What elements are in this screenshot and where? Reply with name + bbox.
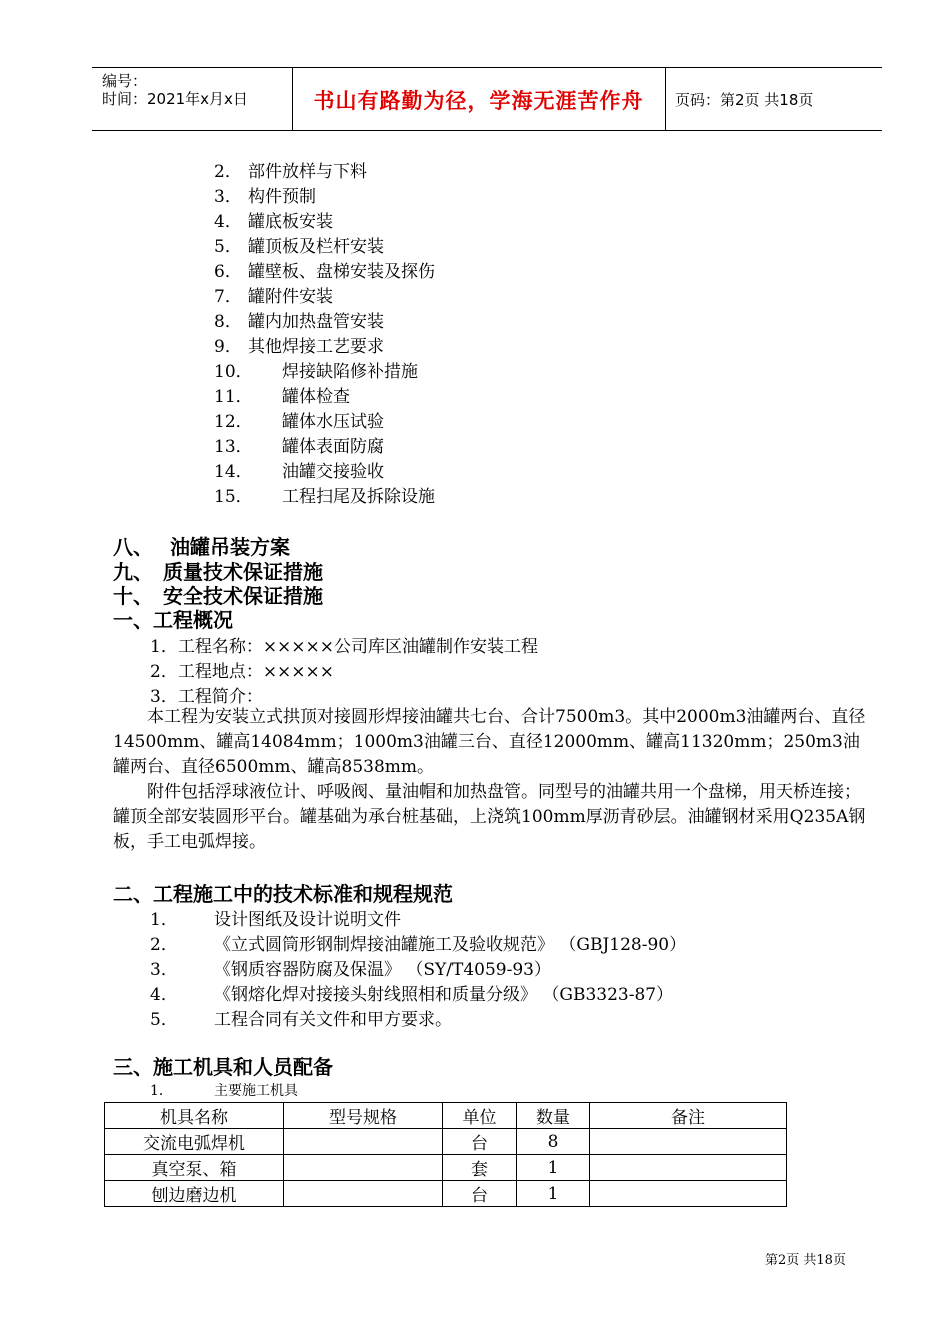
standard-num: 2． bbox=[150, 935, 178, 955]
table-cell: 1 bbox=[517, 1181, 590, 1207]
section-title: 二、工程施工中的技术标准和规程规范 bbox=[113, 882, 453, 906]
table-row bbox=[105, 1129, 787, 1155]
table-row bbox=[105, 1155, 787, 1181]
page-number-label: 页码：第2页 共18页 bbox=[675, 91, 814, 109]
standard-num: 5． bbox=[150, 1010, 178, 1030]
table-header: 数量 bbox=[517, 1103, 590, 1129]
standard-num: 3． bbox=[150, 960, 178, 980]
toc-text: 罐体水压试验 bbox=[282, 412, 384, 432]
toc-text: 构件预制 bbox=[248, 187, 316, 207]
toc-num: 13． bbox=[214, 437, 253, 457]
chapter-title: 油罐吊装方案 bbox=[170, 535, 290, 559]
toc-num: 10． bbox=[214, 362, 253, 382]
chapter-title: 安全技术保证措施 bbox=[163, 584, 323, 608]
toc-text: 油罐交接验收 bbox=[282, 462, 384, 482]
toc-num: 6． bbox=[214, 262, 242, 282]
toc-num: 3． bbox=[214, 187, 242, 207]
table-cell: 1 bbox=[517, 1155, 590, 1181]
standard-num: 1． bbox=[150, 910, 178, 930]
header-left-cell bbox=[92, 68, 293, 130]
code-label: 编号： bbox=[102, 72, 148, 90]
table-cell bbox=[590, 1181, 787, 1207]
toc-num: 9． bbox=[214, 337, 242, 357]
project-name: 1．工程名称：×××××公司库区油罐制作安装工程 bbox=[150, 637, 539, 657]
toc-num: 8． bbox=[214, 312, 242, 332]
table-cell: 台 bbox=[443, 1181, 517, 1207]
table-header: 型号规格 bbox=[284, 1103, 443, 1129]
page-header bbox=[92, 67, 882, 131]
header-motto-cell bbox=[292, 68, 666, 130]
subsection-title: 主要施工机具 bbox=[214, 1083, 298, 1099]
chapter-num: 九、 bbox=[113, 560, 153, 584]
project-location: 2．工程地点：××××× bbox=[150, 662, 335, 682]
toc-num: 12． bbox=[214, 412, 253, 432]
table-cell: 套 bbox=[443, 1155, 517, 1181]
page-footer: 第2页 共18页 bbox=[765, 1253, 846, 1268]
table-row bbox=[105, 1181, 787, 1207]
subsection-num: 1． bbox=[150, 1083, 173, 1099]
toc-num: 2． bbox=[214, 162, 242, 182]
equipment-table bbox=[104, 1102, 787, 1207]
toc-text: 其他焊接工艺要求 bbox=[248, 337, 384, 357]
time-label: 时间：2021年x月x日 bbox=[102, 90, 248, 108]
toc-text: 工程扫尾及拆除设施 bbox=[282, 487, 435, 507]
section-title: 一、工程概况 bbox=[113, 608, 233, 632]
header-right-cell bbox=[665, 68, 882, 130]
table-cell: 交流电弧焊机 bbox=[105, 1129, 284, 1155]
toc-text: 罐内加热盘管安装 bbox=[248, 312, 384, 332]
table-header: 机具名称 bbox=[105, 1103, 284, 1129]
toc-text: 部件放样与下料 bbox=[248, 162, 367, 182]
intro-paragraph-1: 本工程为安装立式拱顶对接圆形焊接油罐共七台、合计7500m3。其中2000m3油罐两台、直径14500mm、罐高14084mm；1000m3油罐三台、直径12000mm、罐高11320mm；250m3油罐两台、直径6500mm、罐高8538mm。 bbox=[113, 707, 866, 777]
table-cell bbox=[590, 1155, 787, 1181]
section-title: 三、施工机具和人员配备 bbox=[113, 1055, 333, 1079]
chapter-num: 八、 bbox=[113, 535, 153, 559]
table-cell bbox=[284, 1181, 443, 1207]
intro-paragraph-2: 附件包括浮球液位计、呼吸阀、量油帽和加热盘管。同型号的油罐共用一个盘梯，用天桥连接；罐顶全部安装圆形平台。罐基础为承台桩基础，上浇筑100mm厚沥青砂层。油罐钢材采用Q235A钢板，手工电弧焊接。 bbox=[113, 782, 866, 852]
toc-text: 罐壁板、盘梯安装及探伤 bbox=[248, 262, 435, 282]
project-intro-para bbox=[113, 705, 873, 855]
toc-num: 5． bbox=[214, 237, 242, 257]
chapter-num: 十、 bbox=[113, 584, 153, 608]
table-header: 备注 bbox=[590, 1103, 787, 1129]
chapter-title: 质量技术保证措施 bbox=[163, 560, 323, 584]
standard-text: 《钢质容器防腐及保温》 （SY/T4059-93） bbox=[214, 960, 551, 980]
standard-text: 工程合同有关文件和甲方要求。 bbox=[214, 1010, 452, 1030]
table-cell bbox=[284, 1155, 443, 1181]
toc-text: 罐顶板及栏杆安装 bbox=[248, 237, 384, 257]
table-cell: 台 bbox=[443, 1129, 517, 1155]
table-cell: 8 bbox=[517, 1129, 590, 1155]
table-cell: 真空泵、箱 bbox=[105, 1155, 284, 1181]
table-cell bbox=[284, 1129, 443, 1155]
standard-text: 设计图纸及设计说明文件 bbox=[214, 910, 401, 930]
standard-num: 4． bbox=[150, 985, 178, 1005]
toc-text: 罐体表面防腐 bbox=[282, 437, 384, 457]
toc-text: 罐体检查 bbox=[282, 387, 350, 407]
toc-text: 焊接缺陷修补措施 bbox=[282, 362, 418, 382]
toc-num: 11． bbox=[214, 387, 253, 407]
toc-text: 罐附件安装 bbox=[248, 287, 333, 307]
toc-num: 7． bbox=[214, 287, 242, 307]
toc-num: 15． bbox=[214, 487, 253, 507]
project-intro-label: 3．工程简介： bbox=[150, 687, 263, 707]
toc-text: 罐底板安装 bbox=[248, 212, 333, 232]
table-cell bbox=[590, 1129, 787, 1155]
table-cell: 刨边磨边机 bbox=[105, 1181, 284, 1207]
toc-num: 14． bbox=[214, 462, 253, 482]
table-header: 单位 bbox=[443, 1103, 517, 1129]
table-header-row bbox=[105, 1103, 787, 1129]
standard-text: 《钢熔化焊对接接头射线照相和质量分级》 （GB3323-87） bbox=[214, 985, 674, 1005]
header-motto: 书山有路勤为径，学海无涯苦作舟 bbox=[313, 89, 644, 113]
standard-text: 《立式圆筒形钢制焊接油罐施工及验收规范》 （GBJ128-90） bbox=[214, 935, 687, 955]
toc-num: 4． bbox=[214, 212, 242, 232]
